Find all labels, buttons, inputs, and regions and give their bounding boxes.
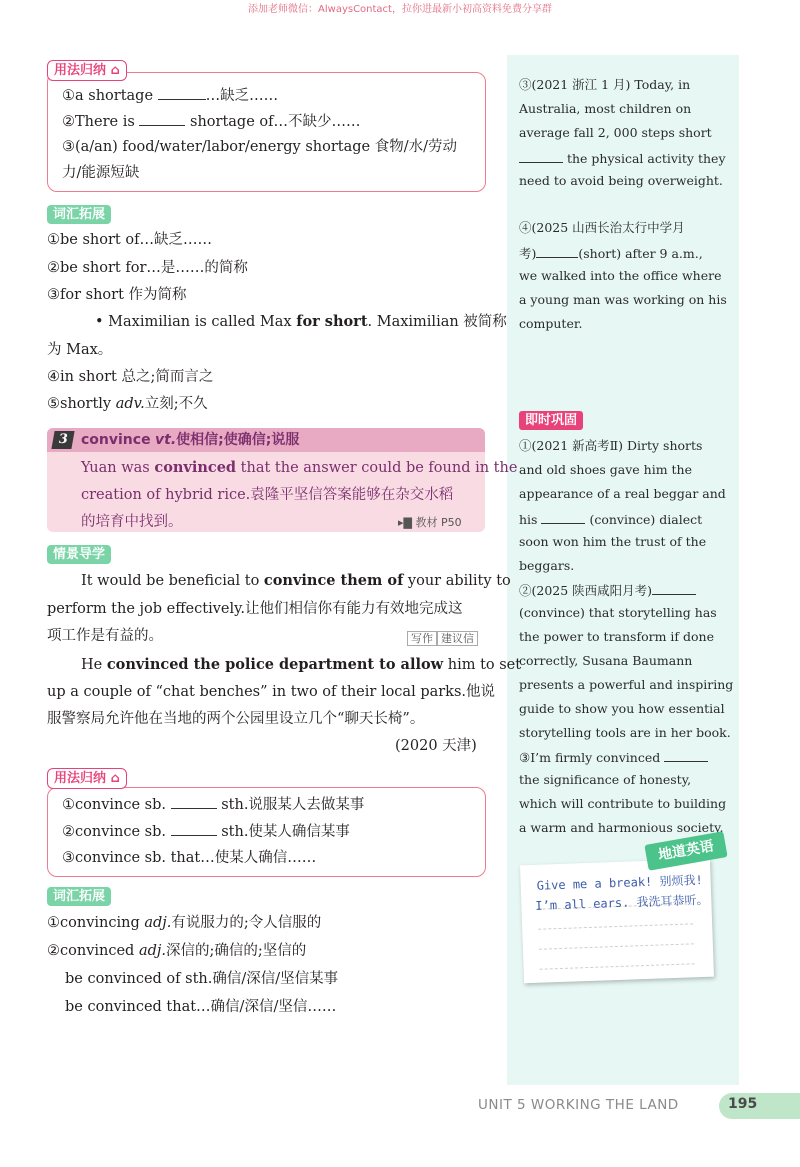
vocab1-l7a: ⑤shortly: [47, 396, 116, 412]
context-p2a: He: [81, 657, 107, 673]
vocab1-line-6: ④in short 总之;简而言之: [47, 369, 214, 385]
watermark: 添加老师微信：AlwaysContact，拉你进最新小初高资料免费分享群: [248, 4, 552, 15]
vocab-tag-2: 词汇拓展: [47, 887, 111, 906]
entry3-pos: vt.: [155, 432, 177, 448]
note-rule: [540, 963, 695, 969]
vocab1-l7b: adv.: [115, 396, 145, 412]
vocab1-l4a: • Maximilian is called Max: [95, 314, 297, 330]
practice-q2-line-4: correctly, Susana Baumann: [519, 653, 693, 668]
right-q4-l2a: 考): [519, 246, 537, 261]
note-rule: [538, 923, 693, 929]
practice-q1-line-1: ①(2021 新高考Ⅱ) Dirty shorts: [519, 438, 703, 453]
right-q3-l4: the physical activity they: [566, 151, 726, 166]
vocab1-l4b: for short: [296, 313, 368, 330]
usage1-l2b: shortage of…不缺少……: [190, 114, 361, 130]
entry3-example-line-3: 的培育中找到。: [81, 514, 183, 530]
vocab2-line-4: be convinced that…确信/深信/坚信……: [65, 999, 337, 1015]
practice-q2-line-1: [519, 580, 696, 600]
right-q4-l2b: (short) after 9 a.m.,: [578, 246, 703, 261]
book-icon: ▸▇: [398, 516, 412, 529]
blank: [158, 85, 206, 100]
usage-tag-1-label: 用法归纳: [54, 63, 107, 78]
practice-q1-line-3: appearance of a real beggar and: [519, 486, 726, 501]
letter-type-tag: 建议信: [437, 631, 478, 646]
vocab2-l2a: ②convinced: [47, 943, 139, 959]
vocab1-line-4: [95, 312, 507, 332]
entry3-ex1a: Yuan was: [81, 460, 155, 476]
right-q4-line-5: computer.: [519, 316, 583, 331]
usage2-line-3: ③convince sb. that…使某人确信……: [62, 850, 317, 866]
usage2-l2a: ②convince sb.: [62, 824, 166, 840]
entry3-meaning: 使相信;使确信;说服: [176, 432, 300, 448]
practice-q1-l4a: his: [519, 512, 538, 527]
usage2-l1a: ①convince sb.: [62, 797, 166, 813]
vocab-tag-1: 词汇拓展: [47, 205, 111, 224]
practice-q2-line-6: guide to show you how essential: [519, 701, 725, 716]
context-p1-line-1: [81, 571, 511, 591]
usage2-l2b: sth.使某人确信某事: [221, 824, 350, 840]
practice-q1-line-2: and old shoes gave him the: [519, 462, 692, 477]
blank: [171, 821, 217, 836]
practice-q3-l1: ③I’m firmly convinced: [519, 750, 661, 765]
vocab1-line-1: ①be short of…缺乏……: [47, 232, 212, 248]
context-p2-line-2: up a couple of “chat benches” in two of their local parks.他说: [47, 684, 496, 700]
page-number: 195: [728, 1096, 758, 1112]
note-line-1: Give me a break! 别烦我!: [536, 872, 703, 893]
blank: [171, 794, 217, 809]
vocab2-l1c: 有说服力的;令人信服的: [171, 915, 322, 931]
practice-q1-line-5: soon won him the trust of the: [519, 534, 707, 549]
usage1-l2a: ②There is: [62, 114, 135, 130]
house-icon: ⌂: [110, 63, 120, 78]
context-p2-line-1: [81, 655, 521, 675]
vocab1-line-7: [47, 394, 208, 414]
house-icon: ⌂: [110, 771, 120, 786]
practice-q2-line-3: the power to transform if done: [519, 629, 714, 644]
context-p1b: convince them of: [263, 572, 404, 589]
answer-blank[interactable]: [536, 243, 578, 258]
usage2-line-1: [62, 794, 364, 815]
context-p2b: convinced the police department to allow: [106, 656, 444, 673]
entry-number-badge: 3: [51, 431, 74, 449]
vocab2-line-1: [47, 913, 321, 933]
entry3-word: convince: [81, 432, 151, 448]
usage2-line-2: [62, 821, 350, 842]
vocab2-line-2: [47, 941, 306, 961]
practice-q3-line-3: which will contribute to building: [519, 796, 727, 811]
practice-q1-l4b: (convince) dialect: [589, 512, 703, 527]
context-p1c: your ability to: [403, 573, 511, 589]
context-p1-tags: [407, 627, 478, 646]
blank: [139, 111, 185, 126]
context-p1-line-2: perform the job effectively.让他们相信你有能力有效地完成这: [47, 601, 463, 617]
right-q3-line-3: average fall 2, 000 steps short: [519, 125, 712, 140]
right-q3-line-5: need to avoid being overweight.: [519, 173, 723, 188]
vocab2-l2b: adj.: [138, 943, 166, 959]
context-p2-source: (2020 天津): [395, 738, 477, 754]
unit-title: UNIT 5 WORKING THE LAND: [478, 1097, 679, 1113]
practice-tag: 即时巩固: [519, 411, 583, 430]
usage1-line-2: [62, 111, 361, 132]
right-q3-line-2: Australia, most children on: [519, 101, 692, 116]
usage-tag-1: [47, 60, 127, 81]
practice-q3-line-4: a warm and harmonious society.: [519, 820, 724, 835]
practice-q1-line-6: beggars.: [519, 558, 575, 573]
usage1-line-4: 力/能源短缺: [62, 165, 140, 181]
vocab1-l4c: . Maximilian 被简称: [367, 314, 507, 330]
usage1-l1b: …缺乏……: [205, 88, 279, 104]
entry3-ex1b: convinced: [154, 459, 237, 476]
practice-q2-l1: ②(2025 陕西咸阳月考): [519, 583, 653, 598]
right-q3-line-4: [519, 148, 726, 168]
practice-q1-line-4: [519, 509, 702, 529]
context-p1-line-3: 项工作是有益的。: [47, 628, 163, 644]
right-q4-line-3: we walked into the office where: [519, 268, 722, 283]
vocab1-line-3: ③for short 作为简称: [47, 287, 187, 303]
idiom-badge: 地道英语: [644, 831, 727, 870]
usage1-line-3: ③(a/an) food/water/labor/energy shortage 食物/水/劳动: [62, 139, 457, 155]
answer-blank[interactable]: [664, 747, 708, 762]
vocab1-line-5: 为 Max。: [47, 342, 113, 358]
context-p2-line-3: 服警察局允许他在当地的两个公园里设立几个“聊天长椅”。: [47, 711, 425, 727]
right-q4-line-1: ④(2025 山西长治太行中学月: [519, 220, 685, 235]
vocab1-l7c: 立刻;不久: [144, 396, 208, 412]
right-q4-line-4: a young man was working on his: [519, 292, 727, 307]
context-tag: 情景导学: [47, 545, 111, 564]
entry3-headword-line: [81, 430, 299, 450]
practice-q2-line-7: storytelling tools are in her book.: [519, 725, 731, 740]
usage1-line-1: [62, 85, 278, 106]
practice-q2-line-2: (convince) that storytelling has: [519, 605, 717, 620]
writing-tag: 写作: [407, 631, 437, 646]
context-p1a: It would be beneficial to: [81, 573, 264, 589]
usage1-l1a: ①a shortage: [62, 88, 154, 104]
answer-blank[interactable]: [519, 148, 563, 163]
vocab2-l2c: 深信的;确信的;坚信的: [166, 943, 307, 959]
vocab2-l1a: ①convincing: [47, 915, 145, 931]
practice-q3-line-2: the significance of honesty,: [519, 772, 692, 787]
note-rule: [539, 943, 694, 949]
vocab2-l1b: adj.: [144, 915, 172, 931]
right-q4-line-2: [519, 243, 703, 263]
entry3-example-line-1: [81, 458, 517, 478]
context-p2c: him to set: [443, 657, 522, 673]
note-line-2: I’m all ears. 我洗耳恭听。: [535, 892, 709, 913]
practice-q2-line-5: presents a powerful and inspiring: [519, 677, 734, 692]
usage-tag-2-label: 用法归纳: [54, 771, 107, 786]
practice-q3-line-1: [519, 747, 708, 767]
usage-tag-2: [47, 768, 127, 789]
entry3-source: [398, 514, 462, 530]
vocab2-line-3: be convinced of sth.确信/深信/坚信某事: [65, 971, 339, 987]
right-q3-line-1: ③(2021 浙江 1 月) Today, in: [519, 77, 691, 92]
usage2-l1b: sth.说服某人去做某事: [221, 797, 365, 813]
vocab1-line-2: ②be short for…是……的简称: [47, 260, 248, 276]
answer-blank[interactable]: [652, 580, 696, 595]
entry3-ex1c: that the answer could be found in the: [236, 460, 518, 476]
entry3-source-label: 教材 P50: [415, 516, 462, 529]
entry3-example-line-2: creation of hybrid rice.袁隆平坚信答案能够在杂交水稻: [81, 487, 454, 503]
answer-blank[interactable]: [541, 509, 585, 524]
idiom-note-card: [520, 859, 714, 984]
